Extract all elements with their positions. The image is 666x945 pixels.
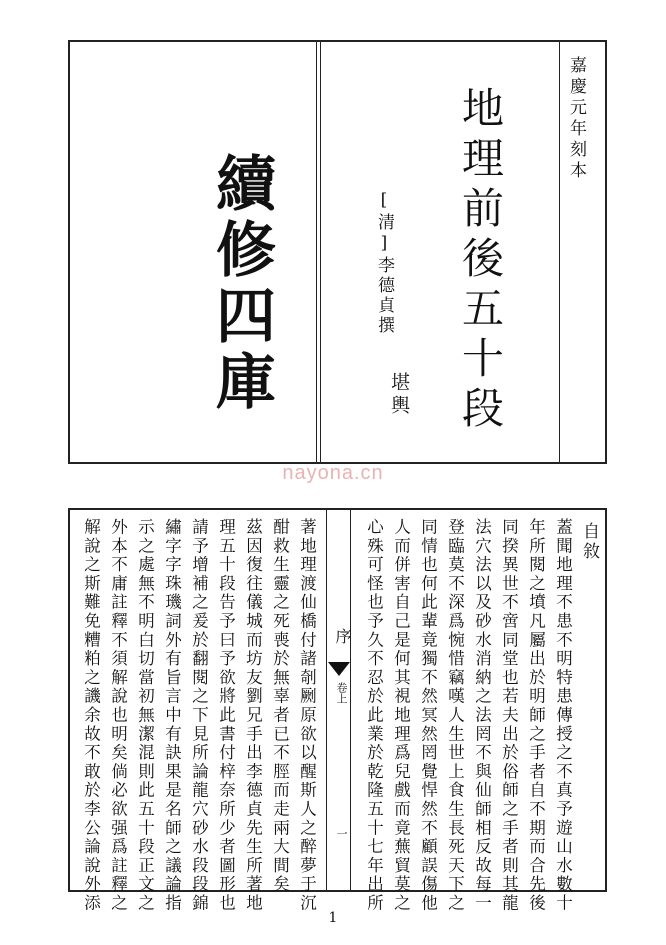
text-column: 登臨莫不深爲惋惜竊嘆人生世上食生長死天下之 — [445, 518, 465, 913]
text-column: 著地理渡仙橋付諸剞劂原欲以醒斯人之醉夢于沉 — [297, 518, 317, 913]
book-title: 地理前後五十段 — [456, 86, 505, 436]
text-column: 同揆異世不啻同堂也若夫出於俗師之手者則其龍 — [499, 518, 519, 913]
panel-divider — [316, 42, 317, 462]
panel-divider — [320, 42, 321, 462]
title-page-panel — [68, 40, 607, 464]
panel-divider — [559, 42, 560, 462]
section-title: 自敘 — [579, 522, 599, 562]
gutter-fishtail-icon — [328, 662, 350, 676]
text-column: 外本不庸註釋不須解說也明矣倘必欲强爲註釋之 — [108, 518, 128, 913]
preface-panel — [68, 508, 607, 913]
seal-stamp — [110, 152, 280, 416]
edition-label: 嘉慶元年刻本 — [566, 56, 586, 182]
author-credit: [清]李德貞撰 — [374, 190, 394, 336]
text-column: 茲因復往儀城而坊友劉兄手出李德貞先生所著地 — [243, 518, 263, 913]
text-column: 解說之斯難免糟粕之譏余故不敢於李公論說外添 — [81, 518, 101, 913]
gutter-leaf: 一 — [335, 828, 348, 839]
text-column: 繡字字珠璣詞外有旨言中有訣果是名師之議論指 — [162, 518, 182, 913]
text-column: 酣救生靈之死喪於無辜者已不脛而走兩大間矣 — [270, 518, 290, 894]
gutter-label: 序 — [333, 628, 352, 644]
category-label: 堪輿 — [388, 372, 410, 418]
text-column: 理五十段告予曰予欲將此書付梓奈所少者圖形也 — [216, 518, 236, 913]
watermark-text: nayona.cn — [282, 462, 384, 484]
gutter-line — [350, 510, 351, 890]
text-column: 示之處無不明白切當初無潔混則此五十段正文之 — [135, 518, 155, 913]
gutter-line — [326, 510, 327, 890]
text-column: 同情也何此輩竟獨不然冥然罔覺悍然不顧誤傷他 — [418, 518, 438, 913]
text-column: 年所閱之墳凡屬出於明師之手者自不期而合先後 — [526, 518, 546, 913]
text-column: 蓋聞地理不患不明特患傳授之不真予遊山水數十 — [553, 518, 573, 913]
seal-text: 續修四庫 — [206, 152, 276, 416]
text-column: 人而併害自己是何其視地理爲兒戲而竟蕪貿莫之 — [391, 518, 411, 913]
text-column: 請予增補之爰於翻閱之下見所論龍穴砂水段段錦 — [189, 518, 209, 913]
text-column: 法穴法以及砂水消納之法罔不與仙師相反故每一 — [472, 518, 492, 913]
text-column: 心殊可怪也予久不忍於此業於乾隆五十七年出所 — [364, 518, 384, 913]
gutter-volume: 卷上 — [335, 682, 348, 704]
page-number: 1 — [328, 910, 338, 926]
